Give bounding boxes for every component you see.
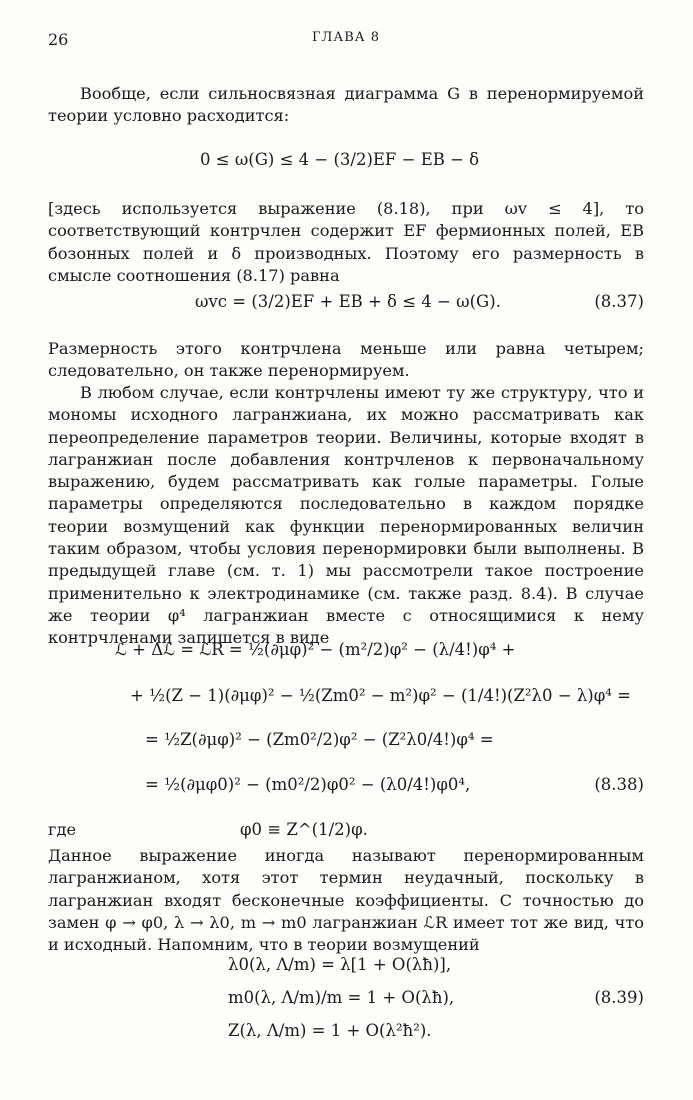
equation-8-39-line-2: m0(λ, Λ/m)/m = 1 + O(λħ),	[228, 988, 455, 1007]
equation-number-8-37: (8.37)	[594, 292, 644, 311]
equation-8-38-line-1: ℒ + Δℒ = ℒR = ½(∂μφ)² − (m²/2)φ² − (λ/4!)φ⁴ +	[115, 640, 516, 659]
paragraph-1: Вообще, если сильносвязная диаграмма G в перенормируемой теории условно расходится:	[48, 84, 644, 126]
equation-phi0: φ0 ≡ Z^(1/2)φ.	[240, 820, 368, 839]
equation-8-38-line-4: = ½(∂μφ0)² − (m0²/2)φ0² − (λ0/4!)φ0⁴,	[145, 775, 471, 794]
paragraph-6: Данное выражение иногда называют перенормированным лагранжианом, хотя этот термин неудачный, поскольку в лагранжиан входят бесконечные коэффициенты. С точностью до замен φ → φ0, λ → λ0, m → m0 лагранжиан ℒR имеет тот же вид, что и исходный. Напомним, что в теории возмущений	[48, 846, 644, 955]
equation-8-38-line-2: + ½(Z − 1)(∂μφ)² − ½(Zm0² − m²)φ² − (1/4!)(Z²λ0 − λ)φ⁴ =	[130, 686, 631, 705]
page-number: 26	[48, 30, 69, 49]
paragraph-4: В любом случае, если контрчлены имеют ту же структуру, что и мономы исходного лагранжиана, их можно рассматривать как переопределение параметров теории. Величины, которые входят в лагранжиан после добавления контрчленов к первоначальному выражению, будем рассматривать как голые параметры. Голые параметры определяются последовательно в каждом порядке теории возмущений как функции перенормированных величин таким образом, чтобы условия перенормировки были выполнены. В предыдущей главе (см. т. 1) мы рассмотрели такое построение применительно к электродинамике (см. также разд. 8.4). В случае же теории φ⁴ лагранжиан вместе с относящимися к нему контрчленами запишется в виде	[48, 383, 644, 648]
equation-8-38-line-3: = ½Z(∂μφ)² − (Zm0²/2)φ² − (Z²λ0/4!)φ⁴ =	[145, 730, 494, 749]
equation-number-8-39: (8.39)	[594, 988, 644, 1007]
where-label: где	[48, 820, 77, 839]
page-header	[48, 30, 644, 54]
paragraph-3: Размерность этого контрчлена меньше или равна четырем; следовательно, он также перенормируем.	[48, 339, 644, 381]
equation-number-8-38: (8.38)	[594, 775, 644, 794]
equation-8-37: ωvc = (3/2)EF + EB + δ ≤ 4 − ω(G).	[195, 292, 501, 311]
paragraph-2: [здесь используется выражение (8.18), при ωv ≤ 4], то соответствующий контрчлен содержит EF фермионных полей, EB бозонных полей и δ производных. Поэтому его размерность в смысле соотношения (8.17) равна	[48, 199, 644, 285]
equation-8-39-line-3: Z(λ, Λ/m) = 1 + O(λ²ħ²).	[228, 1021, 432, 1040]
equation-inequality: 0 ≤ ω(G) ≤ 4 − (3/2)EF − EB − δ	[200, 150, 480, 169]
chapter-title: ГЛАВА 8	[311, 30, 381, 45]
equation-8-39-line-1: λ0(λ, Λ/m) = λ[1 + O(λħ)],	[228, 955, 452, 974]
